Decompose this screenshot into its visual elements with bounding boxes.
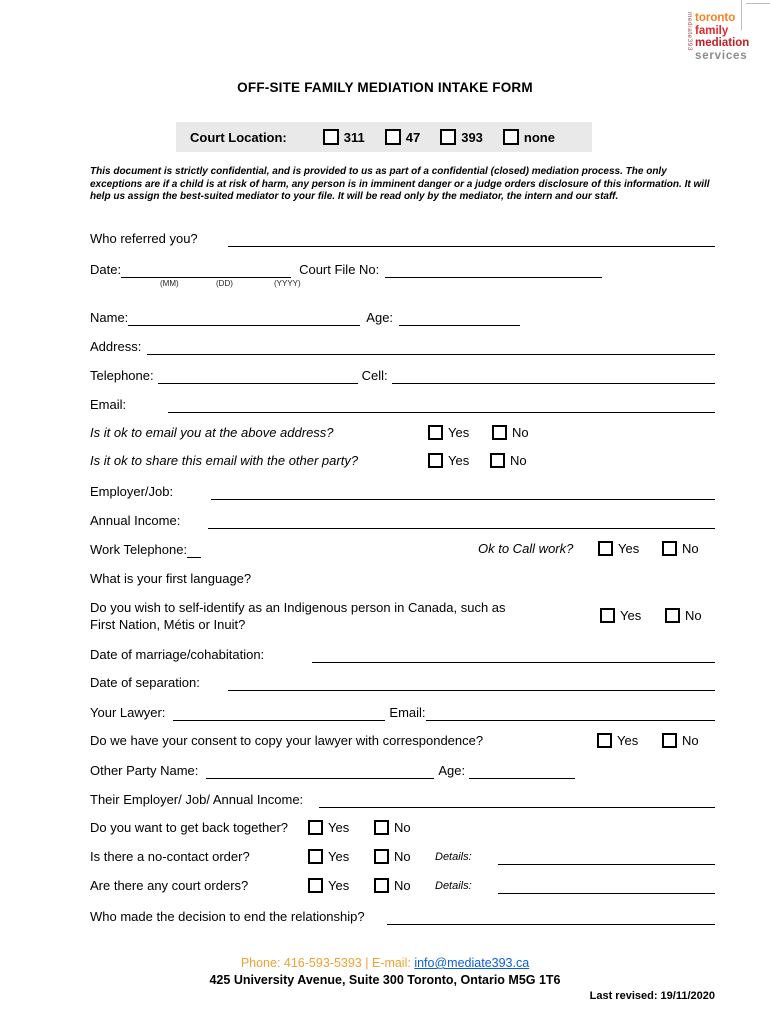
page-corner-mark-horizontal bbox=[746, 3, 770, 4]
ok-call-work-label: Ok to Call work? bbox=[478, 541, 574, 556]
share-email-question: Is it ok to share this email with the other party? bbox=[90, 453, 359, 468]
ok-email-question: Is it ok to email you at the above address? bbox=[90, 425, 334, 440]
court-file-label: Court File No: bbox=[299, 262, 380, 277]
email-label: Email: bbox=[90, 397, 127, 412]
share-email-no-checkbox[interactable] bbox=[490, 453, 505, 468]
back-together-yes-option bbox=[308, 818, 349, 836]
court-location-label: Court Location: bbox=[190, 129, 287, 145]
court-orders-no-checkbox[interactable] bbox=[374, 878, 389, 893]
court-orders-yes-option bbox=[308, 876, 349, 894]
employer-label: Employer/Job: bbox=[90, 484, 174, 499]
no-contact-yes-label: Yes bbox=[328, 848, 350, 864]
no-contact-yes-option bbox=[308, 847, 349, 865]
court-none-checkbox[interactable] bbox=[503, 129, 519, 145]
telephone-label: Telephone: bbox=[90, 368, 154, 383]
other-party-input-line[interactable] bbox=[206, 762, 434, 779]
call-work-yes-checkbox[interactable] bbox=[598, 541, 613, 556]
back-together-no-label: No bbox=[394, 819, 411, 835]
their-employer-input-line[interactable] bbox=[319, 791, 715, 808]
logo-word-toronto: toronto bbox=[695, 12, 736, 24]
telephone-row bbox=[90, 365, 715, 384]
income-label: Annual Income: bbox=[90, 513, 181, 528]
court-orders-details-input-line[interactable] bbox=[498, 877, 715, 894]
no-contact-details-input-line[interactable] bbox=[498, 848, 715, 865]
work-telephone-row bbox=[90, 539, 230, 558]
consent-no-checkbox[interactable] bbox=[662, 733, 677, 748]
indigenous-no-option bbox=[665, 606, 702, 624]
lawyer-row bbox=[90, 702, 715, 721]
back-together-no-option bbox=[374, 818, 411, 836]
court-393-label: 393 bbox=[461, 129, 483, 145]
court-orders-yes-checkbox[interactable] bbox=[308, 878, 323, 893]
share-email-yes-label: Yes bbox=[448, 452, 470, 468]
ok-email-no-label: No bbox=[512, 424, 529, 440]
date-hint-yyyy: (YYYY) bbox=[274, 279, 301, 288]
indigenous-question-line2: First Nation, Métis or Inuit? bbox=[90, 617, 246, 632]
indigenous-no-checkbox[interactable] bbox=[665, 608, 680, 623]
court-311-checkbox[interactable] bbox=[323, 129, 339, 145]
court-47-label: 47 bbox=[405, 129, 421, 145]
consent-yes-checkbox[interactable] bbox=[597, 733, 612, 748]
no-contact-yes-checkbox[interactable] bbox=[308, 849, 323, 864]
logo-vertical-text: mediate393 bbox=[686, 12, 693, 51]
court-option-393 bbox=[440, 129, 483, 145]
email-row bbox=[90, 394, 715, 413]
lawyer-input-line[interactable] bbox=[173, 704, 385, 721]
logo-word-services: services bbox=[695, 49, 748, 62]
court-file-input-line[interactable] bbox=[385, 261, 602, 278]
other-party-label: Other Party Name: bbox=[90, 763, 199, 778]
lawyer-email-input-line[interactable] bbox=[426, 704, 715, 721]
first-language-label: What is your first language? bbox=[90, 571, 252, 586]
share-email-no-label: No bbox=[510, 452, 527, 468]
date-input-line[interactable] bbox=[121, 261, 291, 278]
telephone-input-line[interactable] bbox=[158, 367, 358, 384]
indigenous-question-line1: Do you wish to self-identify as an Indigenous person in Canada, such as bbox=[90, 600, 506, 615]
lawyer-label: Your Lawyer: bbox=[90, 705, 166, 720]
date-row bbox=[90, 259, 602, 278]
court-47-checkbox[interactable] bbox=[385, 129, 401, 145]
other-party-row bbox=[90, 760, 575, 779]
back-together-no-checkbox[interactable] bbox=[374, 820, 389, 835]
back-together-yes-label: Yes bbox=[328, 819, 350, 835]
decision-label: Who made the decision to end the relationship? bbox=[90, 909, 365, 924]
indigenous-yes-checkbox[interactable] bbox=[600, 608, 615, 623]
ok-email-no-checkbox[interactable] bbox=[492, 425, 507, 440]
date-hint-dd: (DD) bbox=[216, 279, 233, 288]
separation-date-input-line[interactable] bbox=[228, 674, 715, 691]
referred-label: Who referred you? bbox=[90, 231, 198, 246]
other-party-age-input-line[interactable] bbox=[469, 762, 575, 779]
separation-date-row bbox=[90, 672, 715, 691]
indigenous-yes-label: Yes bbox=[620, 607, 642, 623]
consent-yes-option bbox=[597, 731, 638, 749]
referred-row bbox=[90, 228, 715, 247]
indigenous-no-label: No bbox=[685, 607, 702, 623]
no-contact-details-label: Details: bbox=[435, 851, 472, 863]
work-telephone-label: Work Telephone: bbox=[90, 542, 188, 557]
logo-word-family: family bbox=[695, 24, 729, 37]
address-row bbox=[90, 336, 715, 355]
court-orders-no-label: No bbox=[394, 877, 411, 893]
no-contact-question: Is there a no-contact order? bbox=[90, 849, 250, 864]
call-work-yes-option bbox=[598, 539, 639, 557]
age-label: Age: bbox=[366, 310, 394, 325]
last-revised: Last revised: 19/11/2020 bbox=[589, 990, 715, 1002]
cell-input-line[interactable] bbox=[392, 367, 715, 384]
marriage-date-input-line[interactable] bbox=[312, 646, 715, 663]
footer-address: 425 University Avenue, Suite 300 Toronto, Ontario M5G 1T6 bbox=[209, 973, 561, 987]
court-none-label: none bbox=[523, 129, 555, 145]
ok-email-yes-checkbox[interactable] bbox=[428, 425, 443, 440]
email-input-line[interactable] bbox=[168, 396, 715, 413]
decision-input-line[interactable] bbox=[387, 908, 715, 925]
other-party-age-label: Age: bbox=[438, 763, 466, 778]
consent-yes-label: Yes bbox=[617, 732, 639, 748]
name-row bbox=[90, 307, 520, 326]
age-input-line[interactable] bbox=[399, 309, 520, 326]
page-title: OFF-SITE FAMILY MEDIATION INTAKE FORM bbox=[237, 80, 533, 95]
share-email-no-option bbox=[490, 451, 527, 469]
court-orders-no-option bbox=[374, 876, 411, 894]
date-hint-mm: (MM) bbox=[160, 279, 179, 288]
marriage-date-label: Date of marriage/cohabitation: bbox=[90, 647, 265, 662]
share-email-yes-checkbox[interactable] bbox=[428, 453, 443, 468]
lawyer-consent-question: Do we have your consent to copy your lawyer with correspondence? bbox=[90, 733, 484, 748]
date-label: Date: bbox=[90, 262, 122, 277]
separation-date-label: Date of separation: bbox=[90, 675, 200, 690]
decision-row bbox=[90, 906, 715, 925]
consent-no-label: No bbox=[682, 732, 699, 748]
address-input-line[interactable] bbox=[147, 338, 715, 355]
court-orders-yes-label: Yes bbox=[328, 877, 350, 893]
footer-contact bbox=[0, 956, 770, 970]
their-employer-label: Their Employer/ Job/ Annual Income: bbox=[90, 792, 304, 807]
call-work-yes-label: Yes bbox=[618, 540, 640, 556]
confidentiality-notice: This document is strictly confidential, and is provided to us as part of a confidential (closed) mediation process. The only exceptions are if a child is at risk of harm, any person is in imminent danger or a judge orders disclosure of this information. It will help us assign the best-suited mediator to your file. It will be read only by the mediator, the intern and our staff. bbox=[90, 166, 710, 202]
back-together-question: Do you want to get back together? bbox=[90, 820, 289, 835]
income-input-line[interactable] bbox=[208, 512, 715, 529]
no-contact-no-option bbox=[374, 847, 411, 865]
no-contact-no-label: No bbox=[394, 848, 411, 864]
court-option-311 bbox=[323, 129, 365, 145]
logo-word-mediation: mediation bbox=[695, 37, 750, 49]
ok-email-no-option bbox=[492, 423, 529, 441]
employer-row bbox=[90, 481, 715, 500]
name-input-line[interactable] bbox=[128, 309, 360, 326]
court-311-label: 311 bbox=[343, 129, 365, 145]
court-393-checkbox[interactable] bbox=[440, 129, 456, 145]
court-orders-details-label: Details: bbox=[435, 880, 472, 892]
court-orders-question: Are there any court orders? bbox=[90, 878, 249, 893]
call-work-no-option bbox=[662, 539, 699, 557]
employer-input-line[interactable] bbox=[211, 483, 715, 500]
consent-no-option bbox=[662, 731, 699, 749]
court-option-none bbox=[503, 129, 555, 145]
income-row bbox=[90, 510, 715, 529]
logo bbox=[686, 12, 749, 62]
logo-wordmark bbox=[695, 12, 749, 62]
footer-phone-label: Phone: 416-593-5393 | E-mail: bbox=[240, 956, 411, 970]
call-work-no-checkbox[interactable] bbox=[662, 541, 677, 556]
ok-email-yes-option bbox=[428, 423, 469, 441]
ok-email-yes-label: Yes bbox=[448, 424, 470, 440]
referred-input-line[interactable] bbox=[228, 230, 715, 247]
work-telephone-input-line[interactable] bbox=[187, 541, 201, 558]
back-together-yes-checkbox[interactable] bbox=[308, 820, 323, 835]
name-label: Name: bbox=[90, 310, 129, 325]
their-employer-row bbox=[90, 789, 715, 808]
no-contact-no-checkbox[interactable] bbox=[374, 849, 389, 864]
court-option-47 bbox=[385, 129, 420, 145]
address-label: Address: bbox=[90, 339, 142, 354]
indigenous-yes-option bbox=[600, 606, 641, 624]
share-email-yes-option bbox=[428, 451, 469, 469]
court-location-bar bbox=[176, 122, 592, 152]
marriage-date-row bbox=[90, 644, 715, 663]
cell-label: Cell: bbox=[361, 368, 388, 383]
lawyer-email-label: Email: bbox=[389, 705, 426, 720]
footer-email-link[interactable]: info@mediate393.ca bbox=[414, 956, 530, 970]
call-work-no-label: No bbox=[682, 540, 699, 556]
